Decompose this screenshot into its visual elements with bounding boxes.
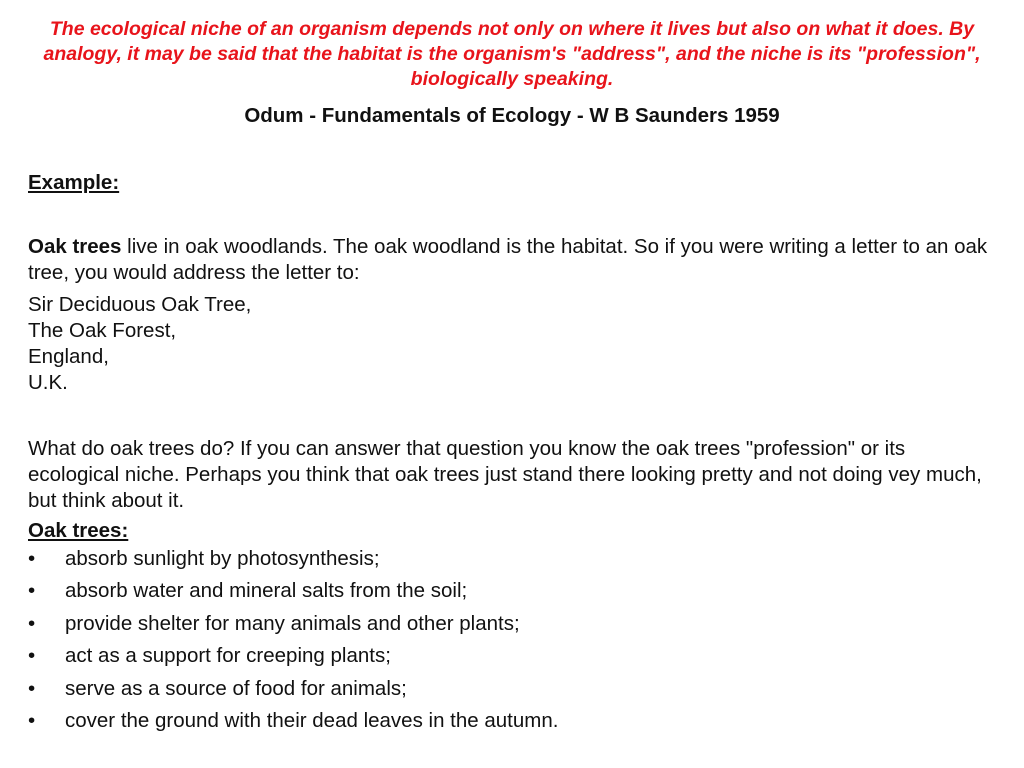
list-item xyxy=(28,546,998,578)
list-item xyxy=(28,676,998,708)
oak-trees-activity-list xyxy=(28,546,998,740)
habitat-paragraph xyxy=(28,234,998,286)
list-item-text: serve as a source of food for animals; xyxy=(65,676,407,700)
list-item xyxy=(28,578,998,610)
bullet-icon: • xyxy=(28,708,36,732)
address-line: Sir Deciduous Oak Tree, xyxy=(28,293,252,316)
quote-citation: Odum - Fundamentals of Ecology - W B Saunders 1959 xyxy=(244,104,780,127)
habitat-paragraph-lead: Oak trees xyxy=(28,235,122,258)
list-item xyxy=(28,611,998,643)
bullet-icon: • xyxy=(28,579,36,603)
ecology-quote: The ecological niche of an organism depends not only on where it lives but also on what it does. By analogy, it may be said that the habitat is the organism's "address", and the niche is its "profession", biologically speaking. xyxy=(43,18,981,90)
bullet-icon: • xyxy=(28,644,36,668)
oak-trees-heading-block xyxy=(28,518,998,544)
list-item-text: cover the ground with their dead leaves in the autumn. xyxy=(65,708,559,732)
bullet-icon: • xyxy=(28,611,36,635)
bullet-icon: • xyxy=(28,547,36,570)
oak-trees-heading: Oak trees: xyxy=(28,519,129,542)
list-item-text: act as a support for creeping plants; xyxy=(65,644,391,668)
list-item-text: absorb sunlight by photosynthesis; xyxy=(65,547,380,570)
address-line: The Oak Forest, xyxy=(28,319,177,342)
habitat-paragraph-text: live in oak woodlands. The oak woodland is the habitat. So if you were writing a letter to an oak tree, you would address the letter to: xyxy=(28,235,988,284)
address-line: U.K. xyxy=(28,371,68,394)
address-line: England, xyxy=(28,345,109,368)
bullet-icon: • xyxy=(28,676,36,700)
letter-address xyxy=(28,292,998,396)
list-item-text: absorb water and mineral salts from the soil; xyxy=(65,579,468,603)
list-item xyxy=(28,708,998,740)
list-item-text: provide shelter for many animals and other plants; xyxy=(65,611,520,635)
example-heading-block xyxy=(28,170,998,196)
example-heading: Example: xyxy=(28,171,120,194)
list-item xyxy=(28,643,998,675)
profession-paragraph: What do oak trees do? If you can answer that question you know the oak trees "profession" or its ecological niche. Perhaps you think that oak trees just stand there looking pretty and not doing vey much, but think about it. xyxy=(28,437,982,512)
